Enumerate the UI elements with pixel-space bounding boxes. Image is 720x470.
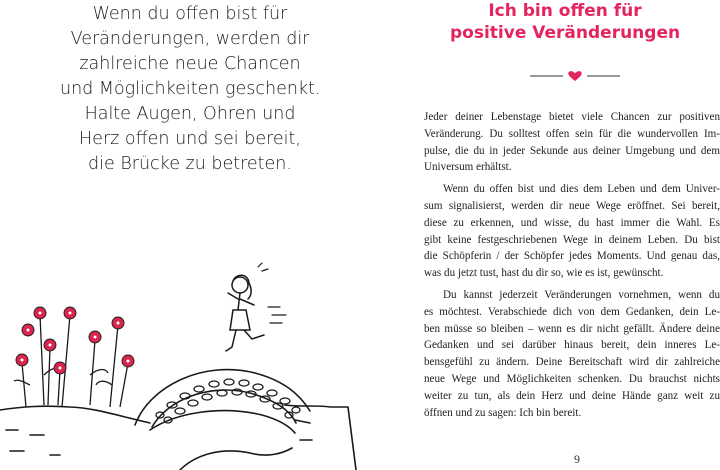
quote-line: die Brücke zu betreten. [88, 154, 292, 174]
text-line: was du jetzt tust, hast du dir so, wie es ist, gewünscht. [424, 267, 664, 280]
text-line: bensgefühl zu ändern. Deine Bereitschaft wird dir zahlreiche [424, 356, 720, 369]
grass-strokes [6, 430, 60, 455]
text-line: es möchtest. Verabschiede dich von dem Gedanken, dein Le- [424, 305, 720, 318]
body-text [424, 109, 720, 426]
text-line: Du kannst jederzeit Veränderungen vornehmen, wenn du [443, 288, 720, 301]
text-line: weiter zu tun, als dein Herz und deine Hände ganz weit zu [424, 389, 720, 402]
paragraph [424, 109, 720, 176]
bank-right [285, 405, 356, 470]
quote-line: Wenn du offen bist für [92, 4, 288, 24]
page-title [450, 0, 680, 44]
girl-figure [226, 263, 286, 351]
heart-icon [568, 71, 581, 81]
right-page [360, 0, 720, 470]
bridge-illustration [0, 255, 360, 470]
quote-line: Herz offen und sei bereit, [79, 129, 301, 149]
ground-line [0, 406, 150, 423]
text-line: ben müsse so bleiben – wenn es dir nicht gefällt. Ändere deine [424, 322, 720, 335]
text-line: pulse, die du in jeder Sekunde aus deiner Umgebung und dem [424, 144, 720, 157]
page-number: 9 [574, 452, 580, 466]
text-line: Jeder deiner Lebenstage bietet viele Chancen zur positiven [424, 111, 720, 123]
text-line: Universum erhältst. [424, 161, 512, 174]
paragraph [424, 181, 720, 282]
quote-text [60, 2, 320, 177]
text-line: Veränderung. Du solltest offen sein für die wundervollen Im- [424, 127, 720, 140]
title-line: Ich bin offen für [488, 1, 642, 21]
quote-line: Halte Augen, Ohren und [84, 104, 296, 124]
flowers [14, 307, 134, 407]
text-line: Gedanken und sei darüber hinaus bereit, dein inneres Le- [424, 339, 720, 352]
text-line: neue Wege und Möglichkeiten schenken. Du brauchst nichts [424, 372, 720, 385]
paragraph [424, 287, 720, 421]
title-line: positive Veränderungen [450, 23, 681, 43]
text-line: gibt keine festgeschriebenen Wege in deinem Leben. Du bist [424, 233, 720, 246]
text-line: diese zu erkennen, und wisse, du hast immer die Wahl. Es [424, 216, 720, 229]
text-line: die Schöpferin / der Schöpfer jedes Moments. Und genau das, [424, 250, 720, 263]
quote-line: zahlreiche neue Chancen [79, 54, 301, 74]
text-line: Wenn du offen bist und dies dem Leben und dem Univer- [443, 183, 720, 196]
quote-line: und Möglichkeiten geschenkt. [60, 79, 321, 99]
bridge-top [135, 370, 310, 425]
water-line [180, 448, 292, 470]
divider-ornament [530, 68, 620, 84]
text-line: sum signalisierst, werden dir neue Wege eröffnet. Sei bereit, [424, 199, 720, 212]
quote-line: Veränderungen, werden dir [70, 29, 310, 49]
speed-lines [268, 307, 286, 323]
text-line: öffnen und zu sagen: Ich bin bereit. [424, 406, 582, 419]
